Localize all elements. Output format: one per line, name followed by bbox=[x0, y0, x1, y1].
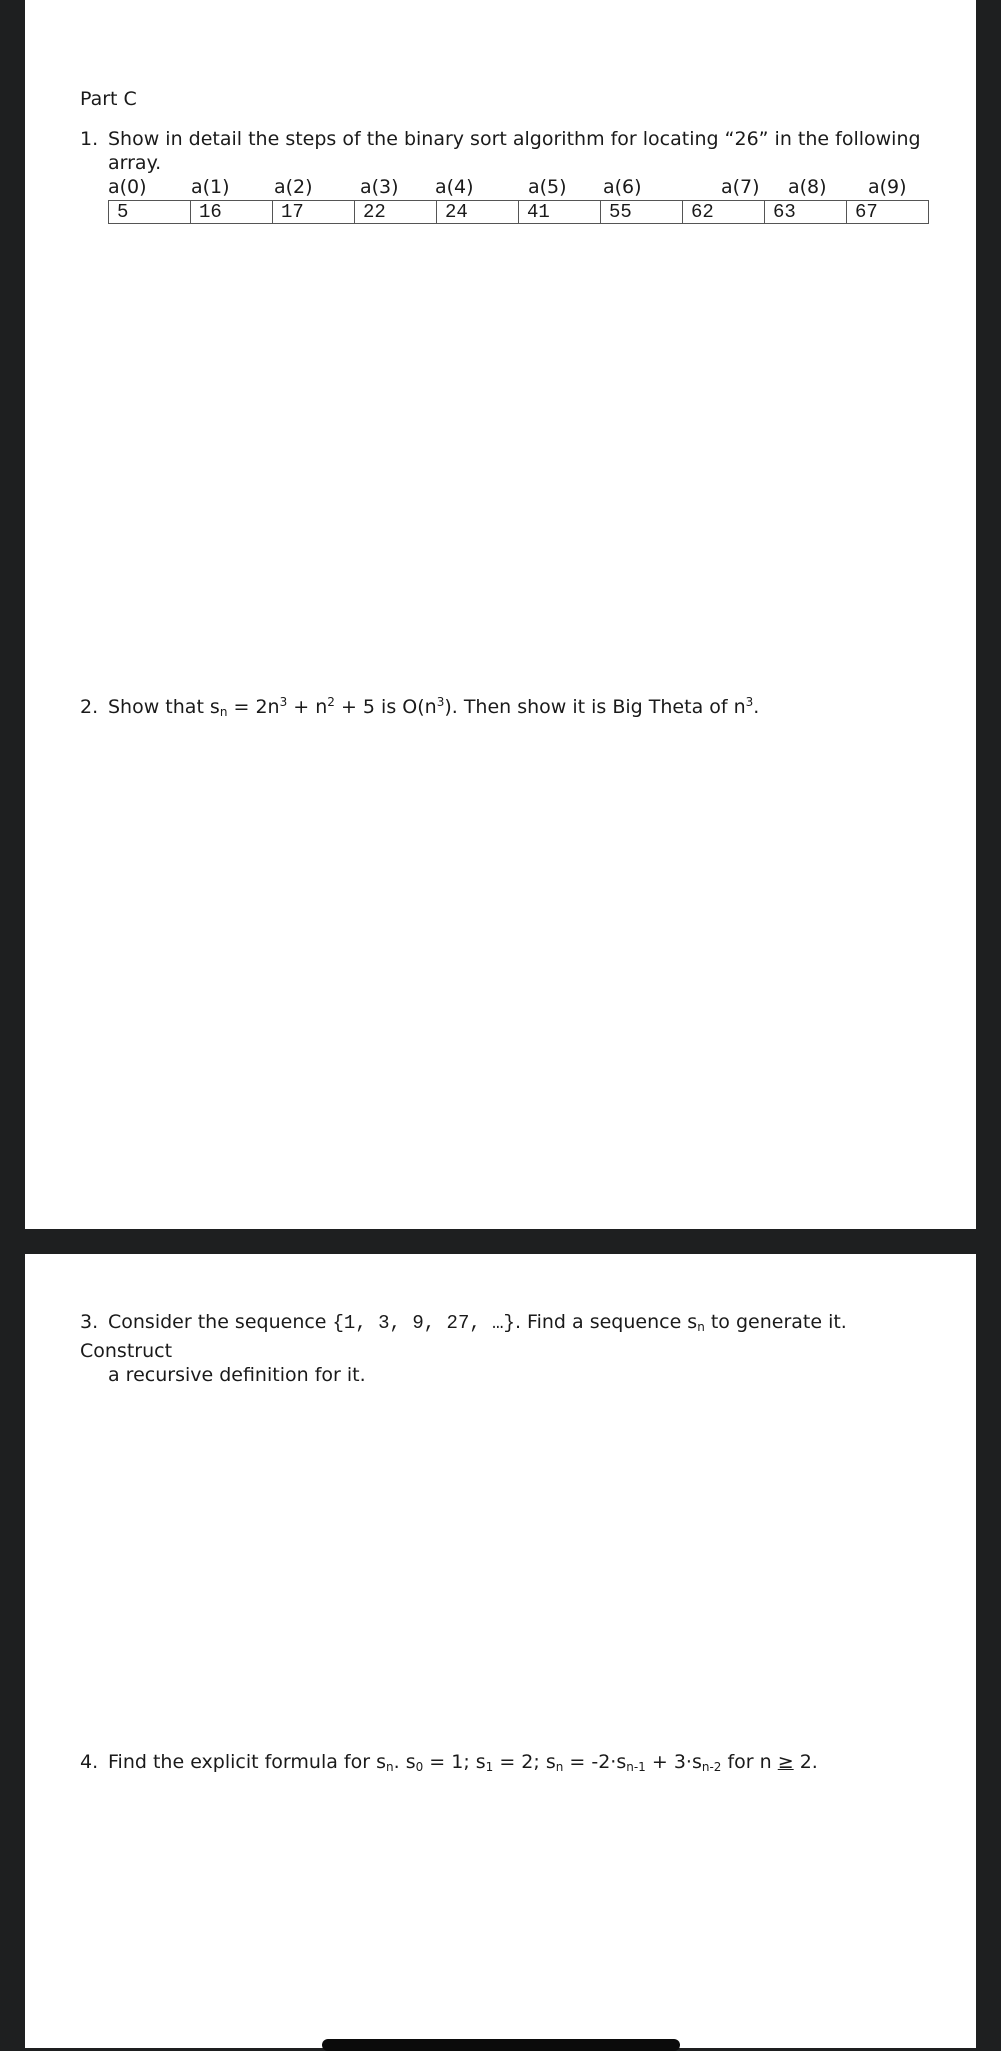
array-label: a(7) bbox=[721, 176, 760, 198]
q4-text: + 3·s bbox=[645, 1751, 702, 1773]
array-cell: 5 bbox=[109, 201, 191, 224]
q3-text: . Find a sequence s bbox=[514, 1311, 698, 1333]
array-label: a(2) bbox=[274, 176, 313, 198]
question-number: 1. bbox=[80, 128, 99, 150]
array-cell: 17 bbox=[273, 201, 355, 224]
question-3-text-line-2: a recursive definition for it. bbox=[108, 1364, 366, 1386]
q4-subscript: n bbox=[555, 1760, 564, 1774]
q2-text: + 5 is O(n bbox=[334, 696, 437, 718]
q2-superscript: 3 bbox=[745, 695, 754, 709]
array-index-labels bbox=[108, 176, 948, 200]
q4-text: Find the explicit formula for s bbox=[108, 1751, 386, 1773]
array-cell: 16 bbox=[191, 201, 273, 224]
question-1-text-line-2: array. bbox=[108, 152, 162, 174]
q3-subscript: n bbox=[697, 1320, 705, 1334]
q4-ge-symbol: ≥ bbox=[777, 1751, 794, 1773]
part-title: Part C bbox=[80, 88, 137, 110]
q4-text: = 1; s bbox=[423, 1751, 486, 1773]
q2-text: ). Then show it is Big Theta of n bbox=[444, 696, 746, 718]
q2-superscript: 2 bbox=[327, 695, 335, 709]
q4-text: = -2·s bbox=[563, 1751, 627, 1773]
array-cell: 24 bbox=[437, 201, 519, 224]
array-cell: 55 bbox=[601, 201, 683, 224]
array-label: a(8) bbox=[788, 176, 827, 198]
q4-text: 2. bbox=[793, 1751, 818, 1773]
q4-subscript: 0 bbox=[415, 1760, 424, 1774]
q4-text: . s bbox=[393, 1751, 416, 1773]
array-values-table bbox=[108, 200, 929, 224]
array-cell: 41 bbox=[519, 201, 601, 224]
array-label: a(1) bbox=[191, 176, 230, 198]
array-cell: 63 bbox=[765, 201, 847, 224]
q2-superscript: 3 bbox=[436, 695, 445, 709]
q3-sequence: {1, 3, 9, 27, …} bbox=[332, 1312, 515, 1334]
array-label: a(9) bbox=[868, 176, 907, 198]
array-label: a(6) bbox=[603, 176, 642, 198]
q3-text: to generate it. Construct bbox=[80, 1311, 847, 1362]
q2-superscript: 3 bbox=[279, 695, 288, 709]
question-4 bbox=[80, 1750, 940, 1779]
q2-text: = 2n bbox=[227, 696, 280, 718]
q2-text: + n bbox=[287, 696, 328, 718]
array-label: a(4) bbox=[435, 176, 474, 198]
q4-text: = 2; s bbox=[493, 1751, 556, 1773]
q4-subscript: n-2 bbox=[701, 1760, 722, 1774]
question-number: 2. bbox=[80, 696, 99, 718]
q4-subscript: n-1 bbox=[626, 1760, 646, 1774]
array-label: a(3) bbox=[360, 176, 399, 198]
worksheet-page-2 bbox=[25, 1254, 976, 2048]
q4-text: for n bbox=[721, 1751, 778, 1773]
q4-subscript: 1 bbox=[485, 1760, 494, 1774]
home-indicator-bar[interactable] bbox=[322, 2039, 680, 2051]
q2-text: . bbox=[753, 696, 760, 718]
q4-subscript: n bbox=[386, 1760, 394, 1774]
question-3 bbox=[80, 1310, 940, 1387]
array-cell: 67 bbox=[847, 201, 929, 224]
question-2 bbox=[80, 690, 940, 724]
q2-text: Show that s bbox=[108, 696, 220, 718]
question-1 bbox=[80, 127, 940, 175]
q3-text: Consider the sequence bbox=[108, 1311, 333, 1333]
array-label: a(5) bbox=[528, 176, 567, 198]
question-1-text-line-1: Show in detail the steps of the binary sort algorithm for locating “26” in the following bbox=[108, 128, 921, 150]
question-number: 4. bbox=[80, 1751, 99, 1773]
question-number: 3. bbox=[80, 1311, 99, 1333]
array-cell: 62 bbox=[683, 201, 765, 224]
array-cell: 22 bbox=[355, 201, 437, 224]
array-label: a(0) bbox=[108, 176, 147, 198]
table-row bbox=[109, 201, 929, 224]
worksheet-page-1 bbox=[25, 0, 976, 1229]
q2-subscript: n bbox=[219, 705, 228, 719]
